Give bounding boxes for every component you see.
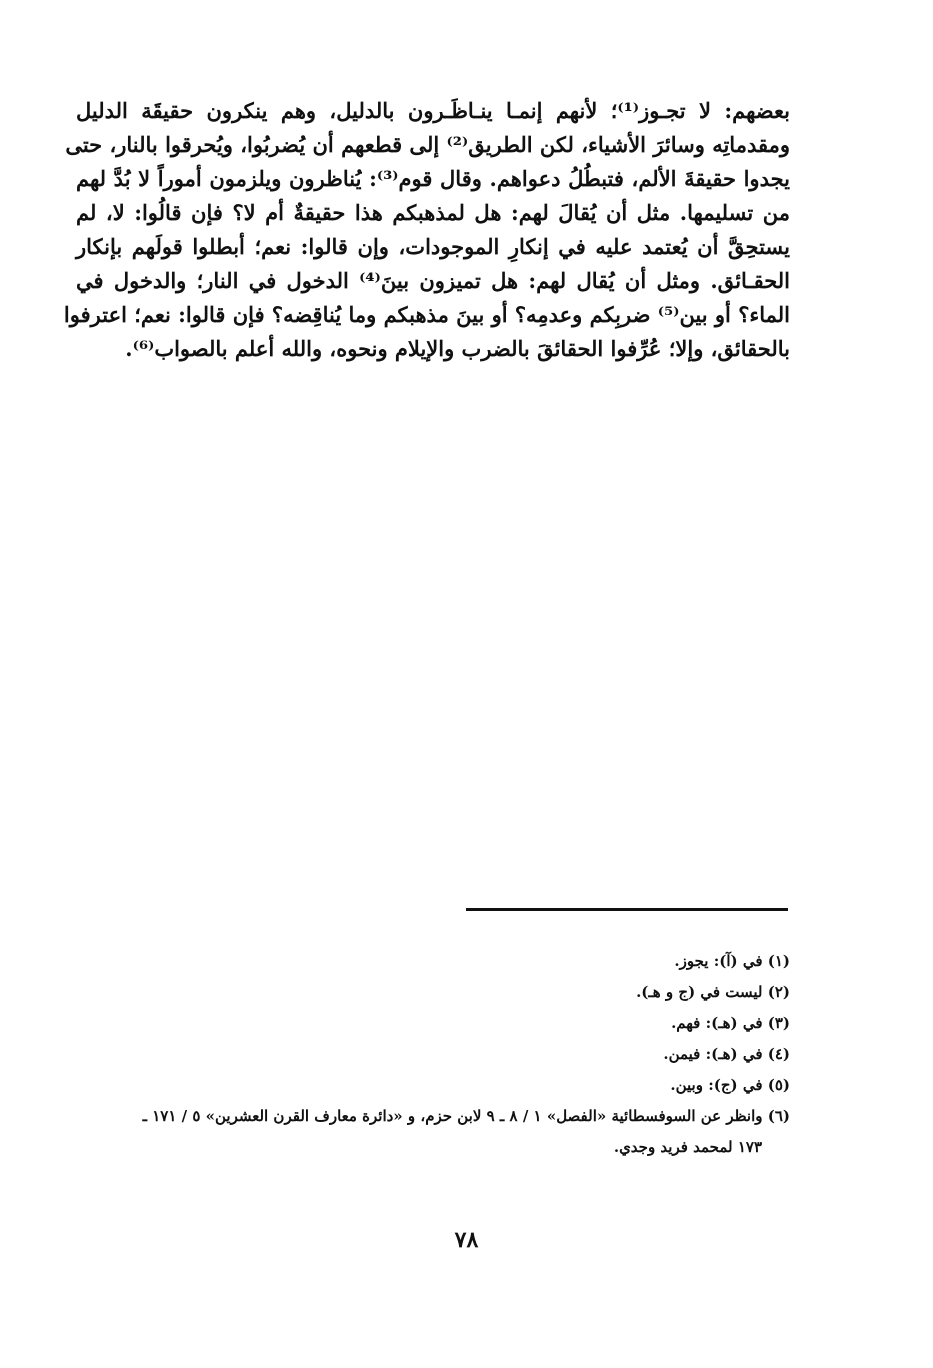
footnote-item: (٥) في (ج): وبين. [670, 1076, 790, 1094]
footnote-item: (٣) في (هـ): فهم. [671, 1014, 790, 1032]
text-line: الحقـائق. ومثل أن يُقال لهم: هل تميزون بينَ⁽⁴⁾ الدخول في النار؛ والدخول في [76, 268, 790, 293]
text-line: الماء؟ أو بين⁽⁵⁾ ضربِكم وعدمِه؟ أو بينَ مذهبكم وما يُناقِضه؟ فإن قالوا: نعم؛ اعترفوا [63, 302, 790, 327]
text-line: يجدوا حقيقةَ الألم، فتبطُلُ دعواهم. وقال قوم⁽³⁾: يُناظرون ويلزمون أموراً لا بُدَّ لهم [76, 166, 790, 191]
text-line: ومقدماتِه وسائرَ الأشياء، لكن الطريق⁽²⁾ إلى قطعهم أن يُضربُوا، ويُحرقوا بالنار، حتى [65, 132, 790, 157]
footnote-item: (٦) وانظر عن السوفسطائية «الفصل» ١ / ٨ ـ ٩ لابن حزم، و «دائرة معارف القرن العشرين» ٥ / ١٧١ ـ [142, 1107, 790, 1125]
text-line: من تسليمها. مثل أن يُقالَ لهم: هل لمذهبكم هذا حقيقةٌ أم لا؟ فإن قالُوا: لا، لم [76, 200, 790, 225]
footnotes-block [80, 946, 790, 1163]
footnote-item: (٤) في (هـ): فيمن. [663, 1045, 790, 1063]
text-line: بعضهم: لا تجـوز⁽¹⁾؛ لأنهم إنمـا ينـاظَـرون بالدليل، وهم ينكرون حقيقَة الدليل [76, 98, 790, 123]
footnote-continuation: ١٧٣ لمحمد فريد وجدي. [613, 1138, 762, 1156]
page-number: ٧٨ [454, 1227, 479, 1253]
footnote-item: (١) في (آ): يجوز. [674, 952, 790, 970]
footnote-item: (٢) ليست في (ج و هـ). [636, 983, 790, 1001]
main-text-block [63, 94, 790, 366]
text-line: يستحِقَّ أن يُعتمد عليه في إنكارِ الموجودات، وإن قالوا: نعم؛ أبطلوا قولَهم بإنكار [76, 234, 790, 259]
text-line: بالحقائق، وإلا؛ عُرِّفوا الحقائقَ بالضرب والإيلام ونحوه، والله أعلم بالصواب⁽⁶⁾. [125, 336, 790, 361]
footnote-separator [466, 908, 788, 911]
